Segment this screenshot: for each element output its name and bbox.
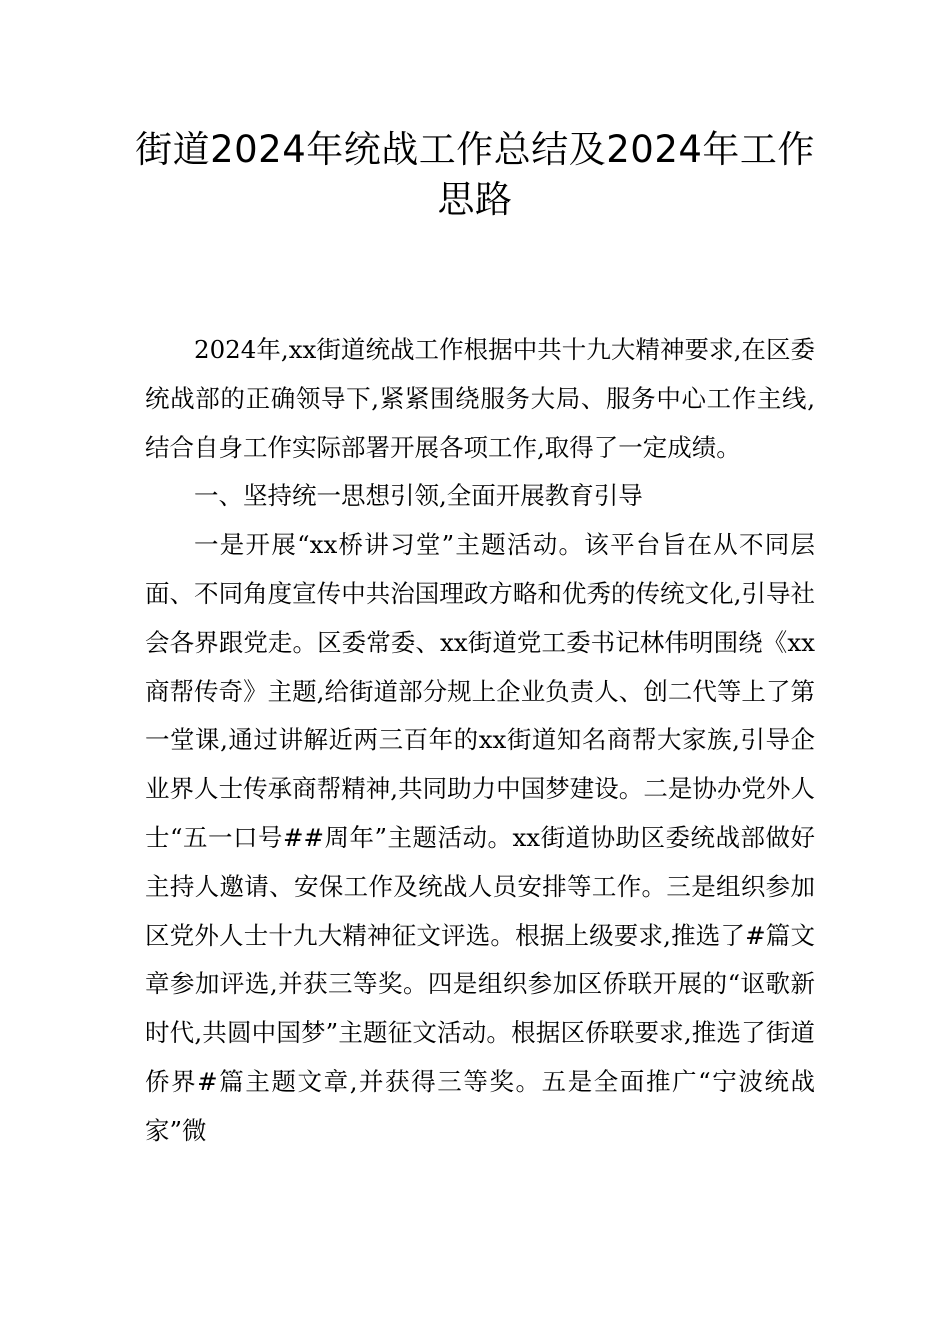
paragraph-intro: 2024年,xx街道统战工作根据中共十九大精神要求,在区委统战部的正确领导下,紧紧围绕服务大局、服务中心工作主线,结合自身工作实际部署开展各项工作,取得了一定成绩。 xyxy=(145,335,815,462)
document-body xyxy=(145,326,815,1156)
paragraph-activities: 一是开展“xx桥讲习堂”主题活动。该平台旨在从不同层面、不同角度宣传中共治国理政方略和优秀的传统文化,引导社会各界跟党走。区委常委、xx街道党工委书记林伟明围绕《xx商帮传奇》主题,给街道部分规上企业负责人、创二代等上了第一堂课,通过讲解近两三百年的xx街道知名商帮大家族,引导企业界人士传承商帮精神,共同助力中国梦建设。二是协办党外人士“五一口号##周年”主题活动。xx街道协助区委统战部做好主持人邀请、安保工作及统战人员安排等工作。三是组织参加区党外人士十九大精神征文评选。根据上级要求,推选了#篇文章参加评选,并获三等奖。四是组织参加区侨联开展的“讴歌新时代,共圆中国梦”主题征文活动。根据区侨联要求,推选了街道侨界#篇主题文章,并获得三等奖。五是全面推广“宁波统战家”微 xyxy=(145,530,815,1145)
document-title: 街道2024年统战工作总结及2024年工作思路 xyxy=(135,128,815,221)
section-heading-1: 一、坚持统一思想引领,全面开展教育引导 xyxy=(194,481,643,511)
